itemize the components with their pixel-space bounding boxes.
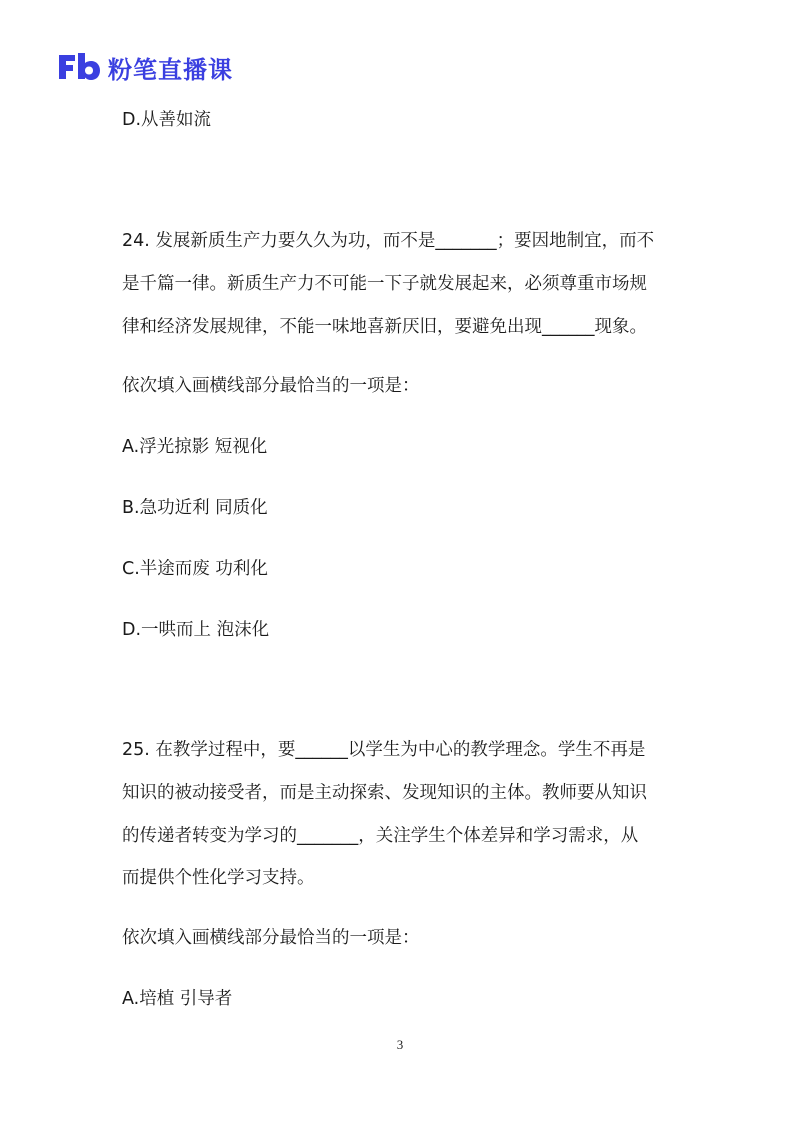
fenbi-logo-icon bbox=[56, 51, 102, 83]
option-d-q23: D.从善如流 bbox=[122, 110, 212, 130]
question-25-line-2: 知识的被动接受者，而是主动探索、发现知识的主体。教师要从知识 bbox=[122, 783, 647, 803]
question-25-line-4: 而提供个性化学习支持。 bbox=[122, 868, 315, 888]
option-a-q24: A.浮光掠影 短视化 bbox=[122, 437, 268, 457]
page-number: 3 bbox=[396, 1037, 404, 1052]
option-d-q24: D.一哄而上 泡沫化 bbox=[122, 620, 270, 640]
option-c-q24: C.半途而废 功利化 bbox=[122, 559, 268, 579]
question-25-prompt: 依次填入画横线部分最恰当的一项是： bbox=[122, 928, 420, 948]
page-header bbox=[56, 50, 233, 84]
option-a-q25: A.培植 引导者 bbox=[122, 989, 233, 1009]
option-b-q24: B.急功近利 同质化 bbox=[122, 498, 268, 518]
question-24-prompt: 依次填入画横线部分最恰当的一项是： bbox=[122, 376, 420, 396]
question-25-line-1: 25. 在教学过程中，要______以学生为中心的教学理念。学生不再是 bbox=[122, 740, 646, 760]
question-24-line-2: 是千篇一律。新质生产力不可能一下子就发展起来，必须尊重市场规 bbox=[122, 274, 647, 294]
brand-name: 粉笔直播课 bbox=[108, 55, 233, 84]
question-24-line-1: 24. 发展新质生产力要久久为功，而不是_______；要因地制宜，而不 bbox=[122, 231, 655, 251]
question-25-line-3: 的传递者转变为学习的_______，关注学生个体差异和学习需求，从 bbox=[122, 826, 639, 846]
question-24-line-3: 律和经济发展规律，不能一味地喜新厌旧，要避免出现______现象。 bbox=[122, 317, 647, 337]
